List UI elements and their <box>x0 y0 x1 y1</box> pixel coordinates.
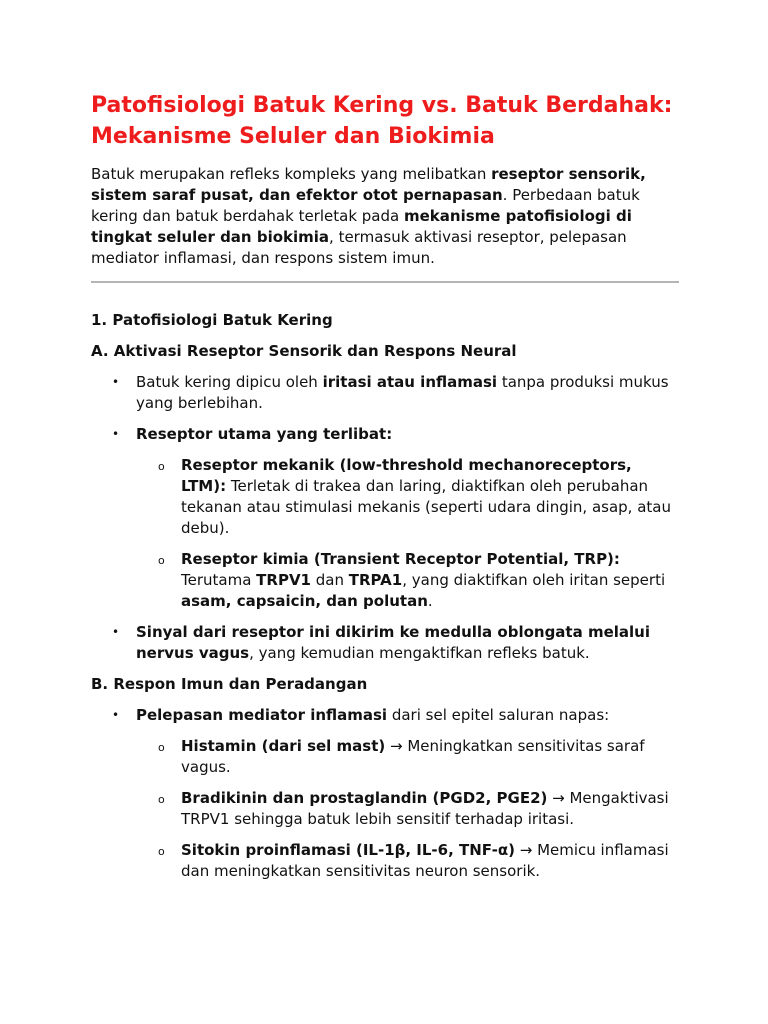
list-item-text: → Meningkatkan sensitivitas saraf vagus. <box>181 737 645 776</box>
intro-text-1: Batuk merupakan refleks kompleks yang melibatkan <box>91 165 492 183</box>
hollow-bullet-icon: o <box>158 793 165 806</box>
list-item-bold: Sitokin proinflamasi (IL-1β, IL-6, TNF-α) <box>181 841 515 859</box>
list-item-text: , yang diaktifkan oleh iritan seperti <box>402 571 666 589</box>
list-item-bold: Sinyal dari reseptor ini dikirim ke medulla oblongata melalui nervus vagus <box>136 623 650 662</box>
hollow-bullet-icon: o <box>158 460 165 473</box>
list-item-bold: Pelepasan mediator inflamasi <box>136 706 388 724</box>
subsection-b-heading: B. Respon Imun dan Peradangan <box>91 675 368 693</box>
bullet-icon: • <box>112 427 120 441</box>
nested-list <box>136 736 679 882</box>
list-item <box>91 622 679 664</box>
list-item <box>91 705 679 882</box>
list-item-bold: Histamin (dari sel mast) <box>181 737 386 755</box>
list-item-text: Terutama <box>181 571 257 589</box>
list-item-bold: asam, capsaicin, dan polutan <box>181 592 428 610</box>
list-item-bold: Reseptor utama yang terlibat: <box>136 425 393 443</box>
nested-list-item <box>136 736 679 778</box>
list-item <box>91 372 679 414</box>
subsection-b-list <box>91 705 679 882</box>
intro-text-3: , termasuk aktivasi reseptor, pelepasan mediator inflamasi, dan respons sistem imun. <box>91 228 627 267</box>
hollow-bullet-icon: o <box>158 845 165 858</box>
list-item-text: Terletak di trakea dan laring, diaktifkan oleh perubahan tekanan atau stimulasi mekanis (seperti udara dingin, asap, atau debu). <box>181 477 671 537</box>
list-item-bold: Bradikinin dan prostaglandin (PGD2, PGE2) <box>181 789 548 807</box>
subsection-a-list <box>91 372 679 664</box>
bullet-icon: • <box>112 375 120 389</box>
nested-list-item <box>136 840 679 882</box>
list-item-text: , yang kemudian mengaktifkan refleks batuk. <box>249 644 590 662</box>
hollow-bullet-icon: o <box>158 741 165 754</box>
nested-list-item <box>136 455 679 539</box>
horizontal-divider <box>91 281 679 283</box>
nested-list <box>136 455 679 612</box>
hollow-bullet-icon: o <box>158 554 165 567</box>
list-item-text: Batuk kering dipicu oleh <box>136 373 323 391</box>
intro-text-2: . Perbedaan batuk kering dan batuk berdahak terletak pada <box>91 186 640 225</box>
intro-bold-2: mekanisme patofisiologi di tingkat seluler dan biokimia <box>91 207 632 246</box>
list-item-text: tanpa produksi mukus yang berlebihan. <box>136 373 669 412</box>
intro-paragraph <box>91 164 679 269</box>
list-item <box>91 424 679 612</box>
intro-bold-1: reseptor sensorik, sistem saraf pusat, dan efektor otot pernapasan <box>91 165 646 204</box>
section-1-heading: 1. Patofisiologi Batuk Kering <box>91 311 333 329</box>
list-item-text: → Mengaktivasi TRPV1 sehingga batuk lebih sensitif terhadap iritasi. <box>181 789 669 828</box>
nested-list-item <box>136 549 679 612</box>
list-item-text: dari sel epitel saluran napas: <box>387 706 610 724</box>
nested-list-item <box>136 788 679 830</box>
bullet-icon: • <box>112 625 120 639</box>
list-item-bold: TRPA1 <box>348 571 403 589</box>
list-item-bold: TRPV1 <box>256 571 311 589</box>
document-page <box>91 90 679 882</box>
subsection-a-heading: A. Aktivasi Reseptor Sensorik dan Respons Neural <box>91 342 517 360</box>
list-item-bold: iritasi atau inflamasi <box>322 373 498 391</box>
document-title: Patofisiologi Batuk Kering vs. Batuk Berdahak: Mekanisme Seluler dan Biokimia <box>91 93 673 149</box>
list-item-text: → Memicu inflamasi dan meningkatkan sensitivitas neuron sensorik. <box>181 841 669 880</box>
list-item-text: . <box>427 592 433 610</box>
bullet-icon: • <box>112 708 120 722</box>
list-item-text: dan <box>311 571 349 589</box>
list-item-bold: Reseptor kimia (Transient Receptor Potential, TRP): <box>181 550 620 568</box>
list-item-bold: Reseptor mekanik (low-threshold mechanoreceptors, LTM): <box>181 456 632 495</box>
